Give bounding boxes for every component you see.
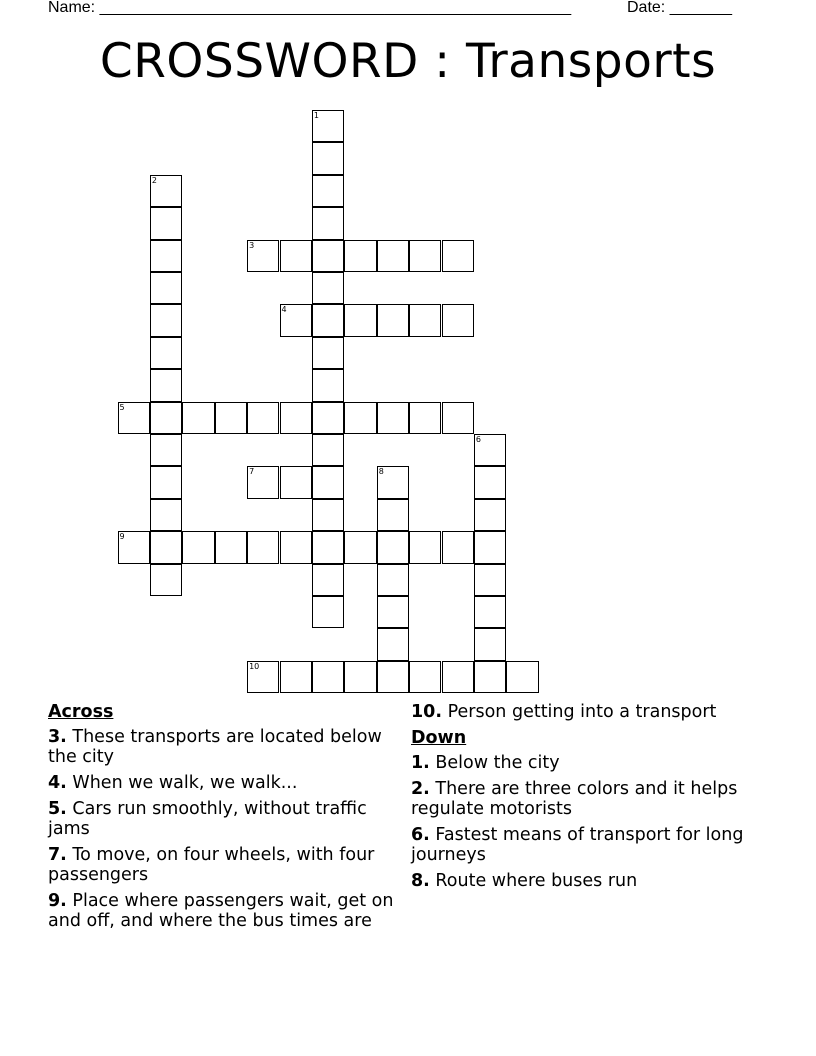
grid-cell[interactable] <box>150 466 182 498</box>
grid-cell[interactable] <box>344 531 376 563</box>
grid-cell[interactable] <box>150 434 182 466</box>
grid-cell[interactable] <box>182 402 214 434</box>
grid-cell[interactable] <box>409 402 441 434</box>
grid-cell[interactable] <box>312 499 344 531</box>
grid-cell[interactable] <box>150 499 182 531</box>
date-blank[interactable]: _______ <box>669 0 732 16</box>
grid-cell[interactable] <box>312 240 344 272</box>
grid-cell[interactable] <box>247 661 279 693</box>
grid-cell[interactable] <box>344 304 376 336</box>
grid-cell[interactable] <box>280 304 312 336</box>
grid-cell[interactable] <box>312 466 344 498</box>
down-heading: Down <box>411 728 467 748</box>
grid-cell[interactable] <box>150 175 182 207</box>
date-label: Date: <box>627 0 666 16</box>
grid-cell[interactable] <box>442 531 474 563</box>
grid-cell[interactable] <box>312 369 344 401</box>
grid-cell[interactable] <box>474 628 506 660</box>
clue-across-7: 7. To move, on four wheels, with four passengers <box>48 845 375 885</box>
clue-number: 6 <box>475 435 481 444</box>
grid-cell[interactable] <box>312 434 344 466</box>
clue-number: 9 <box>119 532 125 542</box>
grid-cell[interactable] <box>312 564 344 596</box>
grid-cell[interactable] <box>150 531 182 563</box>
grid-cell[interactable] <box>344 402 376 434</box>
grid-cell[interactable] <box>474 466 506 498</box>
grid-cell[interactable] <box>474 499 506 531</box>
across-heading: Across <box>48 702 114 722</box>
name-blank[interactable]: _____________________________________________________ <box>99 0 572 16</box>
grid-cell[interactable] <box>474 596 506 628</box>
clue-across-10: 10. Person getting into a transport <box>411 702 717 722</box>
grid-cell[interactable] <box>442 661 474 693</box>
grid-cell[interactable] <box>377 240 409 272</box>
grid-cell[interactable] <box>312 175 344 207</box>
grid-cell[interactable] <box>506 661 538 693</box>
grid-cell[interactable] <box>344 240 376 272</box>
grid-cell[interactable] <box>312 402 344 434</box>
grid-cell[interactable] <box>377 499 409 531</box>
grid-cell[interactable] <box>474 531 506 563</box>
grid-cell[interactable] <box>312 207 344 239</box>
grid-cell[interactable] <box>312 304 344 336</box>
grid-cell[interactable] <box>312 596 344 628</box>
clue-number: 3 <box>249 240 255 250</box>
grid-cell[interactable] <box>377 466 409 498</box>
grid-cell[interactable] <box>409 240 441 272</box>
grid-cell[interactable] <box>377 402 409 434</box>
grid-cell[interactable] <box>150 240 182 272</box>
grid-cell[interactable] <box>150 564 182 596</box>
grid-cell[interactable] <box>280 661 312 693</box>
grid-cell[interactable] <box>442 304 474 336</box>
clue-across-9: 9. Place where passengers wait, get on and off, and where the bus times are <box>48 891 394 931</box>
grid-cell[interactable] <box>118 531 150 563</box>
grid-cell[interactable] <box>312 142 344 174</box>
grid-cell[interactable] <box>474 434 506 466</box>
grid-cell[interactable] <box>182 531 214 563</box>
clues-column-left <box>48 702 398 937</box>
grid-cell[interactable] <box>280 531 312 563</box>
grid-cell[interactable] <box>442 240 474 272</box>
grid-cell[interactable] <box>247 531 279 563</box>
clue-across-4: 4. When we walk, we walk... <box>48 773 298 793</box>
grid-cell[interactable] <box>474 564 506 596</box>
grid-cell[interactable] <box>312 661 344 693</box>
grid-cell[interactable] <box>377 628 409 660</box>
grid-cell[interactable] <box>409 661 441 693</box>
page-title: CROSSWORD : Transports <box>99 34 717 89</box>
clue-down-6: 6. Fastest means of transport for long journeys <box>411 825 744 865</box>
grid-cell[interactable] <box>312 337 344 369</box>
grid-cell[interactable] <box>409 531 441 563</box>
grid-cell[interactable] <box>377 596 409 628</box>
grid-cell[interactable] <box>215 531 247 563</box>
clue-down-8: 8. Route where buses run <box>411 871 638 891</box>
grid-cell[interactable] <box>409 304 441 336</box>
grid-cell[interactable] <box>150 207 182 239</box>
grid-cell[interactable] <box>377 531 409 563</box>
grid-cell[interactable] <box>377 661 409 693</box>
grid-cell[interactable] <box>150 402 182 434</box>
grid-cell[interactable] <box>280 402 312 434</box>
grid-cell[interactable] <box>150 337 182 369</box>
clue-number: 1 <box>313 111 319 120</box>
clue-down-2: 2. There are three colors and it helps regulate motorists <box>411 779 738 819</box>
grid-cell[interactable] <box>247 466 279 498</box>
grid-cell[interactable] <box>377 564 409 596</box>
grid-cell[interactable] <box>215 402 247 434</box>
clue-number: 10 <box>249 661 260 671</box>
grid-cell[interactable] <box>312 531 344 563</box>
clue-number: 7 <box>249 467 255 477</box>
grid-cell[interactable] <box>280 240 312 272</box>
grid-cell[interactable] <box>377 304 409 336</box>
grid-cell[interactable] <box>150 369 182 401</box>
clue-down-1: 1. Below the city <box>411 753 560 773</box>
grid-cell[interactable] <box>442 402 474 434</box>
grid-cell[interactable] <box>280 466 312 498</box>
clue-number: 8 <box>378 467 384 477</box>
clue-across-5: 5. Cars run smoothly, without traffic jams <box>48 799 367 839</box>
grid-cell[interactable] <box>150 272 182 304</box>
grid-cell[interactable] <box>312 110 344 142</box>
grid-cell[interactable] <box>118 402 150 434</box>
clue-number: 2 <box>151 175 157 185</box>
clues-column-right <box>411 702 771 897</box>
clue-number: 5 <box>119 402 125 412</box>
grid-cell[interactable] <box>247 240 279 272</box>
clue-across-3: 3. These transports are located below the city <box>48 727 382 767</box>
grid-cell[interactable] <box>474 661 506 693</box>
clue-number: 4 <box>281 305 287 315</box>
grid-cell[interactable] <box>312 272 344 304</box>
name-label: Name: <box>48 0 96 16</box>
grid-cell[interactable] <box>150 304 182 336</box>
grid-cell[interactable] <box>344 661 376 693</box>
grid-cell[interactable] <box>247 402 279 434</box>
